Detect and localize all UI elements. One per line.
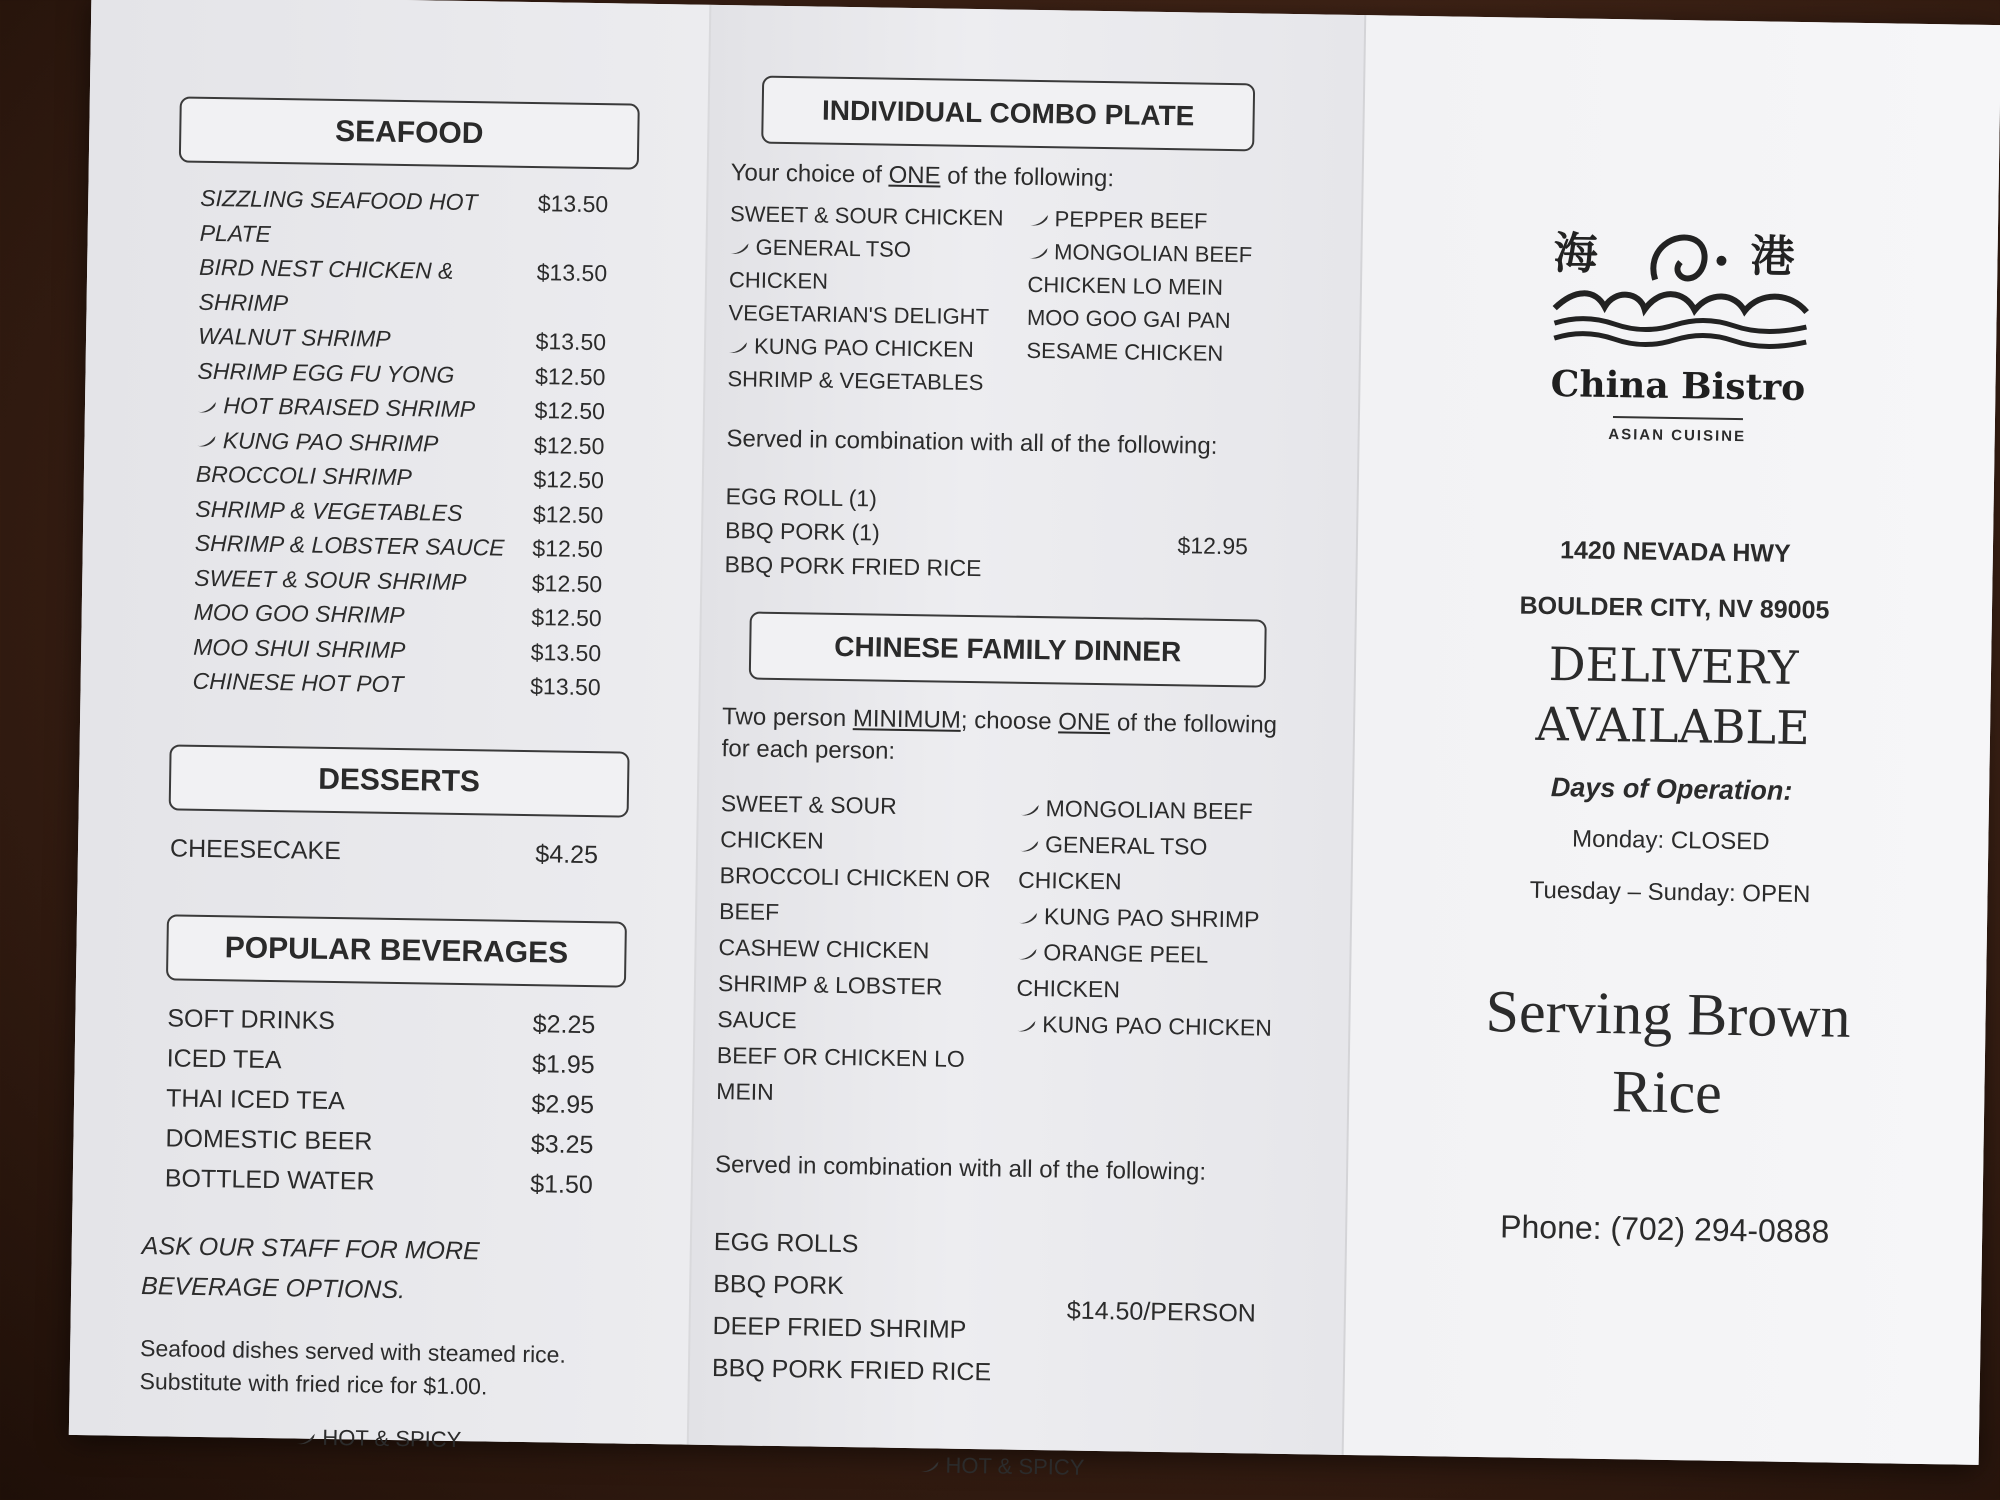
pepper-icon <box>1017 911 1037 925</box>
included-item: BBQ PORK (1) <box>724 517 880 546</box>
item-price: $13.50 <box>530 638 602 666</box>
item-price: $13.50 <box>530 673 601 701</box>
pepper-icon <box>1017 947 1037 961</box>
days-of-operation <box>1352 810 1989 924</box>
beverage-item <box>166 1078 595 1125</box>
beverages-list <box>73 996 696 1206</box>
item-price: $4.25 <box>535 839 599 869</box>
hot-spicy-legend <box>69 1420 689 1456</box>
item-name: SOFT DRINKS <box>167 1003 336 1035</box>
item-name: KUNG PAO SHRIMP <box>196 422 438 460</box>
item-name: SHRIMP & VEGETABLES <box>195 495 463 526</box>
family-intro: Two person MINIMUM; choose ONE of the following for each person: <box>721 703 1278 765</box>
item-price: $12.50 <box>534 397 606 425</box>
item-price: $12.50 <box>532 500 604 528</box>
phone-number: Phone: (702) 294-0888 <box>1499 1208 1830 1250</box>
item-name: BROCCOLI SHRIMP <box>195 460 413 491</box>
combo-intro: Your choice of ONE of the following: <box>730 159 1115 193</box>
item-name: WALNUT SHRIMP <box>197 322 391 352</box>
logo-char-right: 港 <box>1749 231 1795 283</box>
seafood-rice-note: Seafood dishes served with steamed rice. Substitute with fried rice for $1.00. <box>139 1334 567 1399</box>
item-price: $12.50 <box>534 362 606 390</box>
item-name: SHRIMP EGG FU YONG <box>197 357 455 388</box>
beverage-item <box>165 1118 594 1165</box>
choice-item: BROCCOLI CHICKEN OR BEEF <box>718 862 991 926</box>
seafood-item <box>198 250 607 325</box>
included-item: EGG ROLL (1) <box>725 483 878 512</box>
combo-header: INDIVIDUAL COMBO PLATE <box>761 76 1255 152</box>
pepper-icon <box>296 1431 316 1445</box>
item-price: $13.50 <box>535 328 607 356</box>
combo-served-note: Served in combination with all of the following: <box>726 425 1218 460</box>
choice-item: KUNG PAO CHICKEN <box>1016 1006 1301 1046</box>
choice-item: MOO GOO GAI PAN <box>1026 304 1231 334</box>
choice-item: GENERAL TSO CHICKEN <box>728 234 912 294</box>
item-price: $12.50 <box>533 466 605 494</box>
pepper-icon <box>729 241 749 255</box>
menu-paper <box>69 0 2000 1480</box>
item-price: $2.95 <box>531 1089 595 1119</box>
family-choices <box>716 785 1304 1118</box>
pepper-icon <box>919 1459 939 1473</box>
pepper-icon <box>1019 839 1039 853</box>
pepper-icon <box>197 400 217 414</box>
choice-item: CHICKEN LO MEIN <box>1027 271 1224 300</box>
included-item: BBQ PORK FRIED RICE <box>724 551 982 582</box>
item-name: THAI ICED TEA <box>165 1083 346 1115</box>
item-name: SHRIMP & LOBSTER SAUCE <box>194 529 505 561</box>
hot-spicy-label: HOT & SPICY <box>322 1424 462 1452</box>
address <box>1357 519 1994 641</box>
item-name: CHEESECAKE <box>169 833 342 865</box>
combo-includes <box>724 479 1309 590</box>
panel-cover <box>1344 15 2000 1465</box>
choice-item: SWEET & SOUR CHICKEN <box>729 201 1004 231</box>
hot-spicy-label: HOT & SPICY <box>945 1452 1085 1480</box>
family-includes <box>712 1221 1298 1398</box>
dessert-item <box>170 828 599 875</box>
item-name: MOO GOO SHRIMP <box>193 598 405 629</box>
choice-item: VEGETARIAN'S DELIGHT <box>728 300 990 330</box>
address-line-2: BOULDER CITY, NV 89005 <box>1519 591 1830 625</box>
item-price: $3.25 <box>530 1129 594 1159</box>
item-price: $12.50 <box>531 569 603 597</box>
choice-item: ORANGE PEEL CHICKEN <box>1016 939 1208 1003</box>
beverages-header: POPULAR BEVERAGES <box>166 914 627 987</box>
beverage-item <box>166 1038 595 1085</box>
combo-price: $12.95 <box>1177 532 1249 560</box>
restaurant-name: China Bistro <box>1550 363 1806 410</box>
item-name: MOO SHUI SHRIMP <box>193 633 406 663</box>
choice-item: BEEF OR CHICKEN LO MEIN <box>716 1042 965 1105</box>
pepper-icon <box>1019 803 1039 817</box>
restaurant-tagline: ASIAN CUISINE <box>1608 425 1747 446</box>
item-price: $12.50 <box>531 604 602 632</box>
item-price: $12.50 <box>532 535 603 563</box>
combo-choices <box>727 197 1313 404</box>
divider <box>1612 416 1742 420</box>
item-name: CHINESE HOT POT <box>192 667 404 698</box>
desserts-header: DESSERTS <box>169 744 630 817</box>
restaurant-logo <box>1544 218 1816 352</box>
choice-item: MONGOLIAN BEEF <box>1028 235 1313 272</box>
item-price: $13.50 <box>537 190 609 218</box>
pepper-icon <box>1028 246 1048 260</box>
item-price: $12.50 <box>533 431 605 459</box>
family-price: $14.50/PERSON <box>1066 1296 1257 1328</box>
family-header: CHINESE FAMILY DINNER <box>749 612 1267 688</box>
choice-item: KUNG PAO SHRIMP <box>1017 898 1302 938</box>
monday-hours: Monday: CLOSED <box>1571 825 1770 856</box>
choice-item: SESAME CHICKEN <box>1026 337 1224 366</box>
item-name: HOT BRAISED SHRIMP <box>197 388 476 427</box>
seafood-list <box>80 179 708 706</box>
beverage-item <box>165 1158 594 1205</box>
desserts-list <box>78 826 699 876</box>
included-item: BBQ PORK FRIED RICE <box>711 1354 992 1387</box>
included-item: EGG ROLLS <box>713 1228 859 1259</box>
choice-item: SHRIMP & VEGETABLES <box>727 366 984 396</box>
item-name: ICED TEA <box>166 1043 282 1074</box>
item-name: SIZZLING SEAFOOD HOT PLATE <box>199 184 478 247</box>
choice-item: KUNG PAO CHICKEN <box>728 329 1013 366</box>
delivery-notice: DELIVERY AVAILABLE <box>1535 637 1811 756</box>
panel-seafood-desserts-beverages <box>69 0 712 1452</box>
tue-sun-hours: Tuesday – Sunday: OPEN <box>1529 876 1811 909</box>
choice-item: SWEET & SOUR CHICKEN <box>720 790 897 854</box>
pepper-icon <box>728 340 748 354</box>
item-price: $13.50 <box>536 259 608 287</box>
item-name: BOTTLED WATER <box>164 1163 375 1196</box>
beverage-note: ASK OUR STAFF FOR MORE BEVERAGE OPTIONS. <box>140 1231 480 1304</box>
item-price: $2.25 <box>532 1009 596 1039</box>
days-title: Days of Operation: <box>1550 772 1793 806</box>
item-name: BIRD NEST CHICKEN & SHRIMP <box>198 253 454 316</box>
item-name: SWEET & SOUR SHRIMP <box>194 564 467 595</box>
panel-combos <box>689 5 1367 1480</box>
item-price: $1.50 <box>530 1169 594 1199</box>
choice-item: MONGOLIAN BEEF <box>1019 790 1304 830</box>
brown-rice-notice: Serving Brown Rice <box>1485 978 1852 1126</box>
beverage-item <box>167 998 596 1045</box>
pepper-icon <box>1028 213 1048 227</box>
seafood-header: SEAFOOD <box>179 96 640 169</box>
choice-item: GENERAL TSO CHICKEN <box>1017 831 1208 895</box>
included-item: BBQ PORK <box>713 1270 845 1301</box>
address-line-1: 1420 NEVADA HWY <box>1559 536 1791 568</box>
choice-item: SHRIMP & LOBSTER SAUCE <box>717 970 943 1034</box>
hot-spicy-legend-2 <box>710 1449 1293 1484</box>
item-name: DOMESTIC BEER <box>165 1123 373 1156</box>
seafood-item <box>192 664 600 705</box>
pepper-icon <box>196 434 216 448</box>
choice-item: PEPPER BEEF <box>1028 202 1313 239</box>
family-served-note: Served in combination with all of the following: <box>714 1151 1207 1186</box>
choice-item: CASHEW CHICKEN <box>718 934 930 964</box>
item-price: $1.95 <box>531 1049 595 1079</box>
seafood-item <box>199 181 608 256</box>
logo-char-left: 海 <box>1552 228 1598 280</box>
pepper-icon <box>1016 1019 1036 1033</box>
included-item: DEEP FRIED SHRIMP <box>712 1312 967 1344</box>
